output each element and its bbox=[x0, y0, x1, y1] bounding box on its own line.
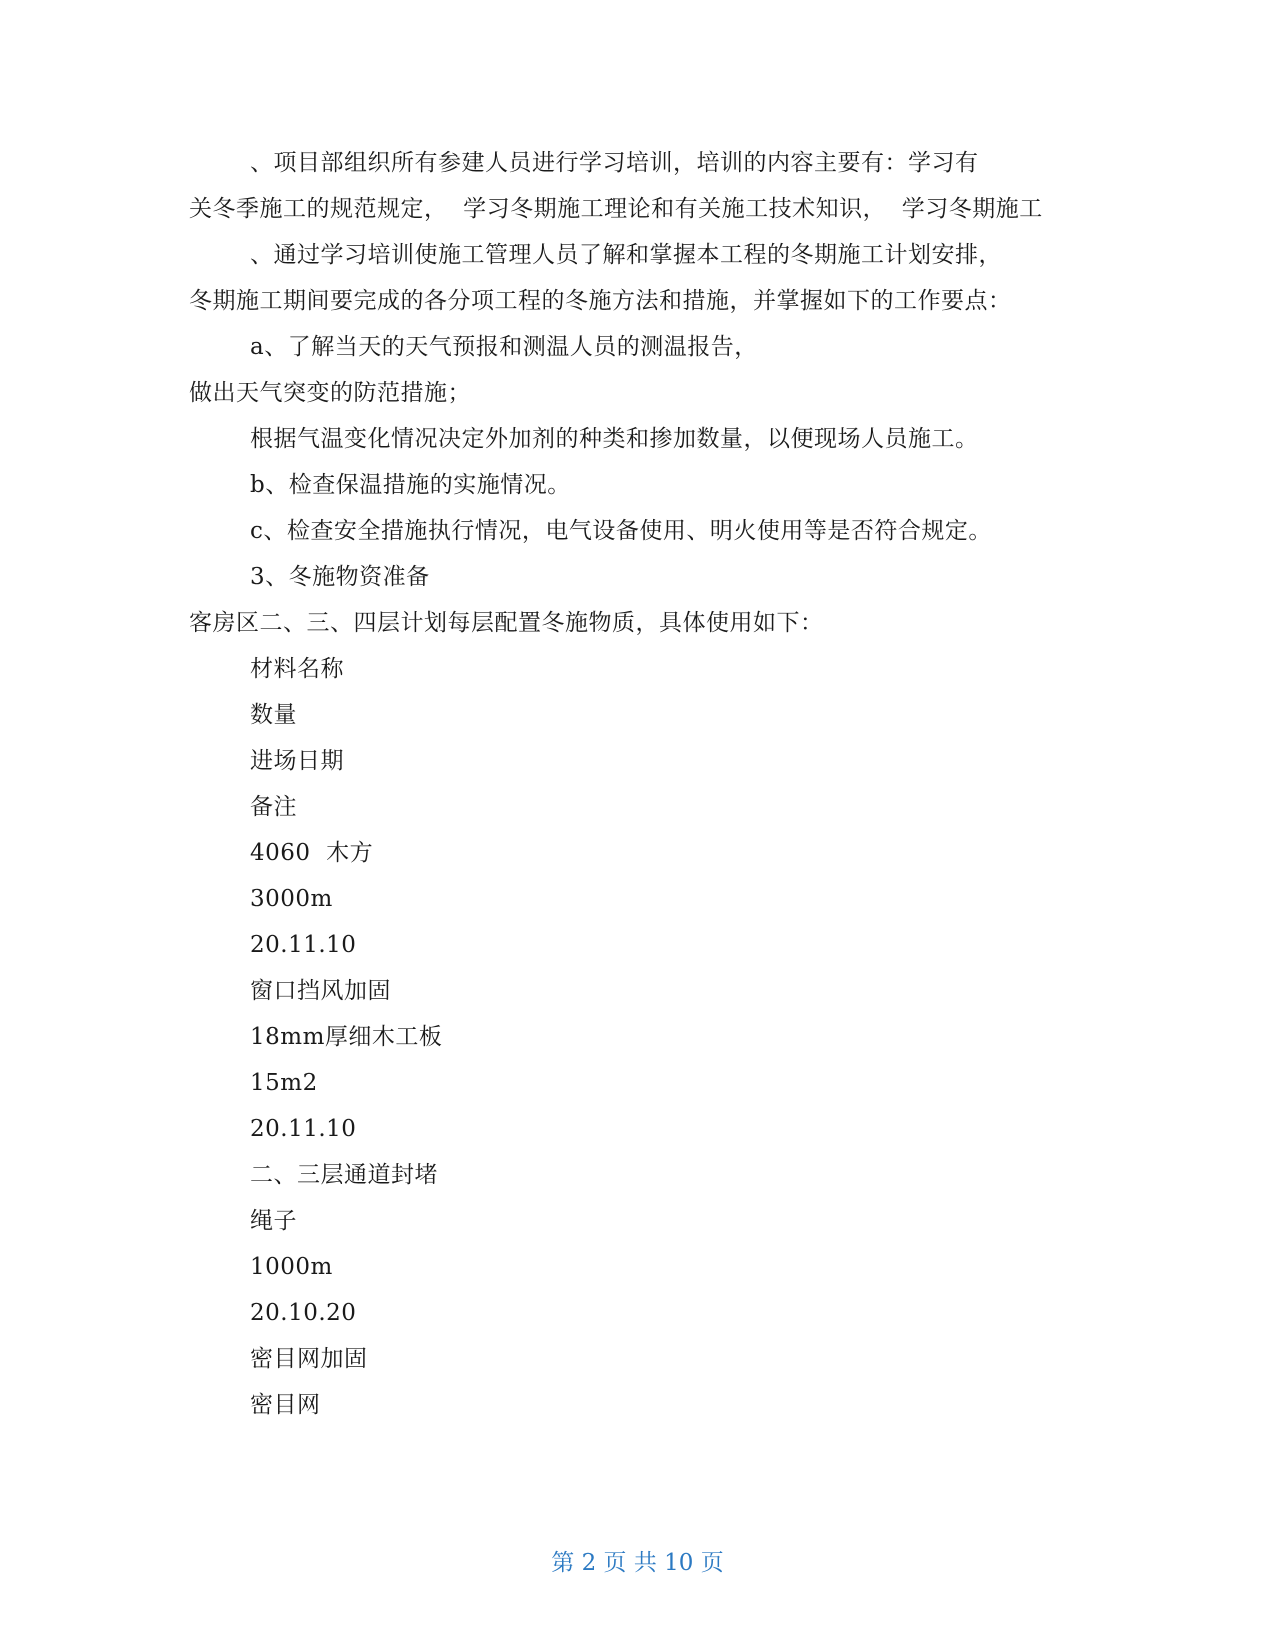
paragraph-line: 根据气温变化情况决定外加剂的种类和掺加数量，以便现场人员施工。 bbox=[250, 426, 979, 452]
table-cell: 密目网加固 bbox=[250, 1346, 368, 1372]
table-header-cell: 备注 bbox=[250, 794, 297, 820]
table-cell: 4060 木方 bbox=[250, 840, 374, 866]
table-header-cell: 进场日期 bbox=[250, 748, 344, 774]
table-cell: 20.10.20 bbox=[250, 1300, 357, 1326]
table-cell: 15m2 bbox=[250, 1070, 318, 1096]
table-header-cell: 材料名称 bbox=[250, 656, 344, 682]
table-cell: 密目网 bbox=[250, 1392, 321, 1418]
table-cell: 绳子 bbox=[250, 1208, 297, 1234]
table-cell: 二、三层通道封堵 bbox=[250, 1162, 438, 1188]
paragraph-line: 冬期施工期间要完成的各分项工程的冬施方法和措施，并掌握如下的工作要点： bbox=[189, 288, 1012, 314]
table-cell: 3000m bbox=[250, 886, 333, 912]
paragraph-line: 做出天气突变的防范措施； bbox=[189, 380, 471, 406]
paragraph-line: a、了解当天的天气预报和测温人员的测温报告， bbox=[250, 334, 758, 360]
table-cell: 1000m bbox=[250, 1254, 333, 1280]
page-number-footer: 第 2 页 共 10 页 bbox=[551, 1550, 724, 1576]
table-header-cell: 数量 bbox=[250, 702, 297, 728]
paragraph-line: 关冬季施工的规范规定， 学习冬期施工理论和有关施工技术知识， 学习冬期施工 bbox=[189, 196, 1043, 222]
table-cell: 18mm厚细木工板 bbox=[250, 1024, 443, 1050]
paragraph-line: 、项目部组织所有参建人员进行学习培训，培训的内容主要有：学习有 bbox=[250, 150, 979, 176]
paragraph-line: b、检查保温措施的实施情况。 bbox=[250, 472, 571, 498]
table-cell: 20.11.10 bbox=[250, 1116, 357, 1142]
section-heading: 3、冬施物资准备 bbox=[250, 564, 430, 590]
paragraph-line: 客房区二、三、四层计划每层配置冬施物质，具体使用如下： bbox=[189, 610, 824, 636]
table-cell: 窗口挡风加固 bbox=[250, 978, 391, 1004]
table-cell: 20.11.10 bbox=[250, 932, 357, 958]
paragraph-line: 、通过学习培训使施工管理人员了解和掌握本工程的冬期施工计划安排， bbox=[250, 242, 1002, 268]
paragraph-line: c、检查安全措施执行情况，电气设备使用、明火使用等是否符合规定。 bbox=[250, 518, 992, 544]
